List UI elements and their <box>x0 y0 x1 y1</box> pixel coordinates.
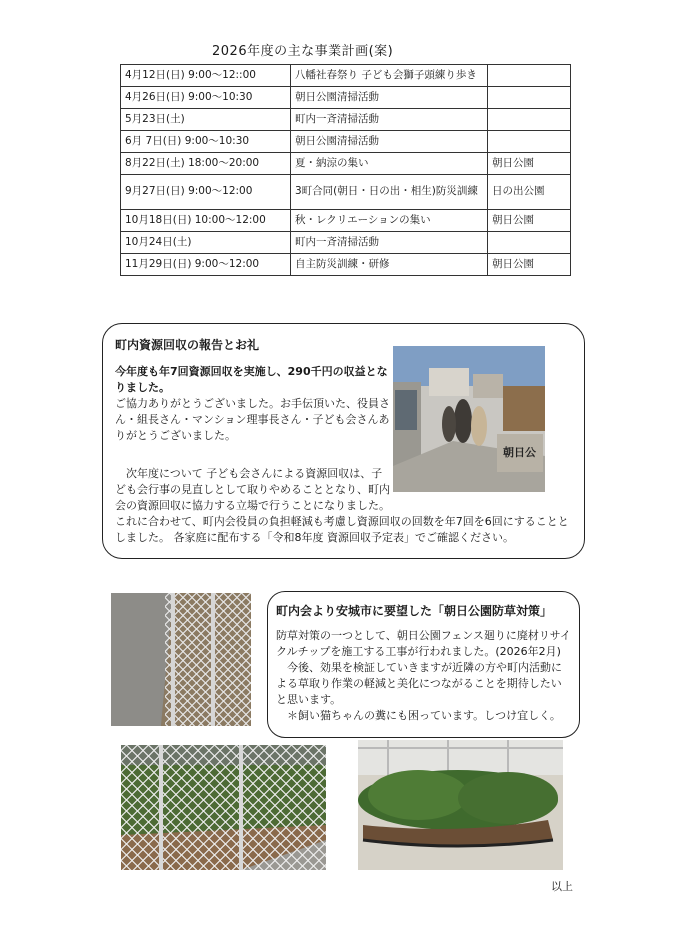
plan-date-cell: 6月 7日(日) 9:00～10:30 <box>121 131 291 153</box>
plan-row <box>121 175 571 210</box>
plan-date-cell: 10月18日(日) 10:00～12:00 <box>121 210 291 232</box>
park-sign-text: 朝日公 <box>503 446 536 459</box>
weed-control-box <box>267 591 580 738</box>
recycle-lead: 今年度も年7回資源回収を実施し、290千円の収益となりました。 <box>115 365 388 394</box>
plan-date-cell: 9月27日(日) 9:00～12:00 <box>121 175 291 210</box>
weed-p3: ＊飼い猫ちゃんの糞にも困っています。しつけ宜しく。 <box>287 709 561 722</box>
recycle-thanks: ご協力ありがとうございました。お手伝頂いた、役員さん・組長さん・マンション理事長さん・子ども会さんありがとうございました。 <box>115 397 390 442</box>
plan-row <box>121 65 571 87</box>
fence-photo-2 <box>121 745 326 870</box>
weed-title: 町内会より安城市に要望した「朝日公園防草対策」 <box>276 604 553 618</box>
plan-event-cell: 町内一斉清掃活動 <box>291 232 488 254</box>
plan-place-cell <box>488 131 571 153</box>
plan-row <box>121 254 571 276</box>
recycle-report-box <box>102 323 585 559</box>
plan-title: 2026年度の主な事業計画(案) <box>212 44 394 59</box>
hedge-photo <box>358 740 563 870</box>
plan-event-cell: 3町合同(朝日・日の出・相生)防災訓練 <box>291 175 488 210</box>
plan-event-cell: 自主防災訓練・研修 <box>291 254 488 276</box>
plan-place-cell: 朝日公園 <box>488 153 571 175</box>
plan-event-cell: 秋・レクリエーションの集い <box>291 210 488 232</box>
plan-place-cell: 朝日公園 <box>488 254 571 276</box>
plan-date-cell: 8月22日(土) 18:00～20:00 <box>121 153 291 175</box>
closing-mark: 以上 <box>551 880 573 893</box>
plan-row <box>121 232 571 254</box>
recycle-next-year-b: これに合わせて、町内会役員の負担軽減も考慮し資源回収の回数を年7回を6回にすることとしました。 各家庭に配布する「令和8年度 資源回収予定表」でご確認ください。 <box>115 515 569 544</box>
fence-photo-1 <box>111 593 251 726</box>
plan-row <box>121 109 571 131</box>
plan-date-cell: 4月26日(日) 9:00～10:30 <box>121 87 291 109</box>
plan-date-cell: 4月12日(日) 9:00～12::00 <box>121 65 291 87</box>
plan-place-cell <box>488 109 571 131</box>
plan-row <box>121 153 571 175</box>
weed-body <box>276 628 571 724</box>
plan-place-cell: 朝日公園 <box>488 210 571 232</box>
weed-p2: 今後、効果を検証していきますが近隣の方や町内活動による草取り作業の軽減と美化につながることを期待したいと思います。 <box>276 661 562 706</box>
event-plan-table <box>120 64 571 276</box>
recycle-photo <box>393 346 545 492</box>
plan-event-cell: 町内一斉清掃活動 <box>291 109 488 131</box>
plan-event-cell: 八幡社春祭り 子ども会獅子頭練り歩き <box>291 65 488 87</box>
plan-date-cell: 10月24日(土) <box>121 232 291 254</box>
plan-event-cell: 朝日公園清掃活動 <box>291 87 488 109</box>
plan-event-cell: 夏・納涼の集い <box>291 153 488 175</box>
plan-place-cell: 日の出公園 <box>488 175 571 210</box>
plan-event-cell: 朝日公園清掃活動 <box>291 131 488 153</box>
recycle-title: 町内資源回収の報告とお礼 <box>115 338 260 352</box>
recycle-next-year-a: 次年度について 子ども会さんによる資源回収は、子ども会行事の見直しとして取りやめることとなり、町内会の資源回収に協力する立場で行うことになりました。 <box>115 467 390 512</box>
plan-place-cell <box>488 87 571 109</box>
weed-p1: 防草対策の一つとして、朝日公園フェンス廻りに廃材リサイクルチップを施工する工事が行われました。(2026年2月) <box>276 629 571 658</box>
plan-row <box>121 87 571 109</box>
plan-place-cell <box>488 232 571 254</box>
plan-row <box>121 210 571 232</box>
plan-date-cell: 5月23日(土) <box>121 109 291 131</box>
plan-date-cell: 11月29日(日) 9:00～12:00 <box>121 254 291 276</box>
plan-place-cell <box>488 65 571 87</box>
plan-row <box>121 131 571 153</box>
